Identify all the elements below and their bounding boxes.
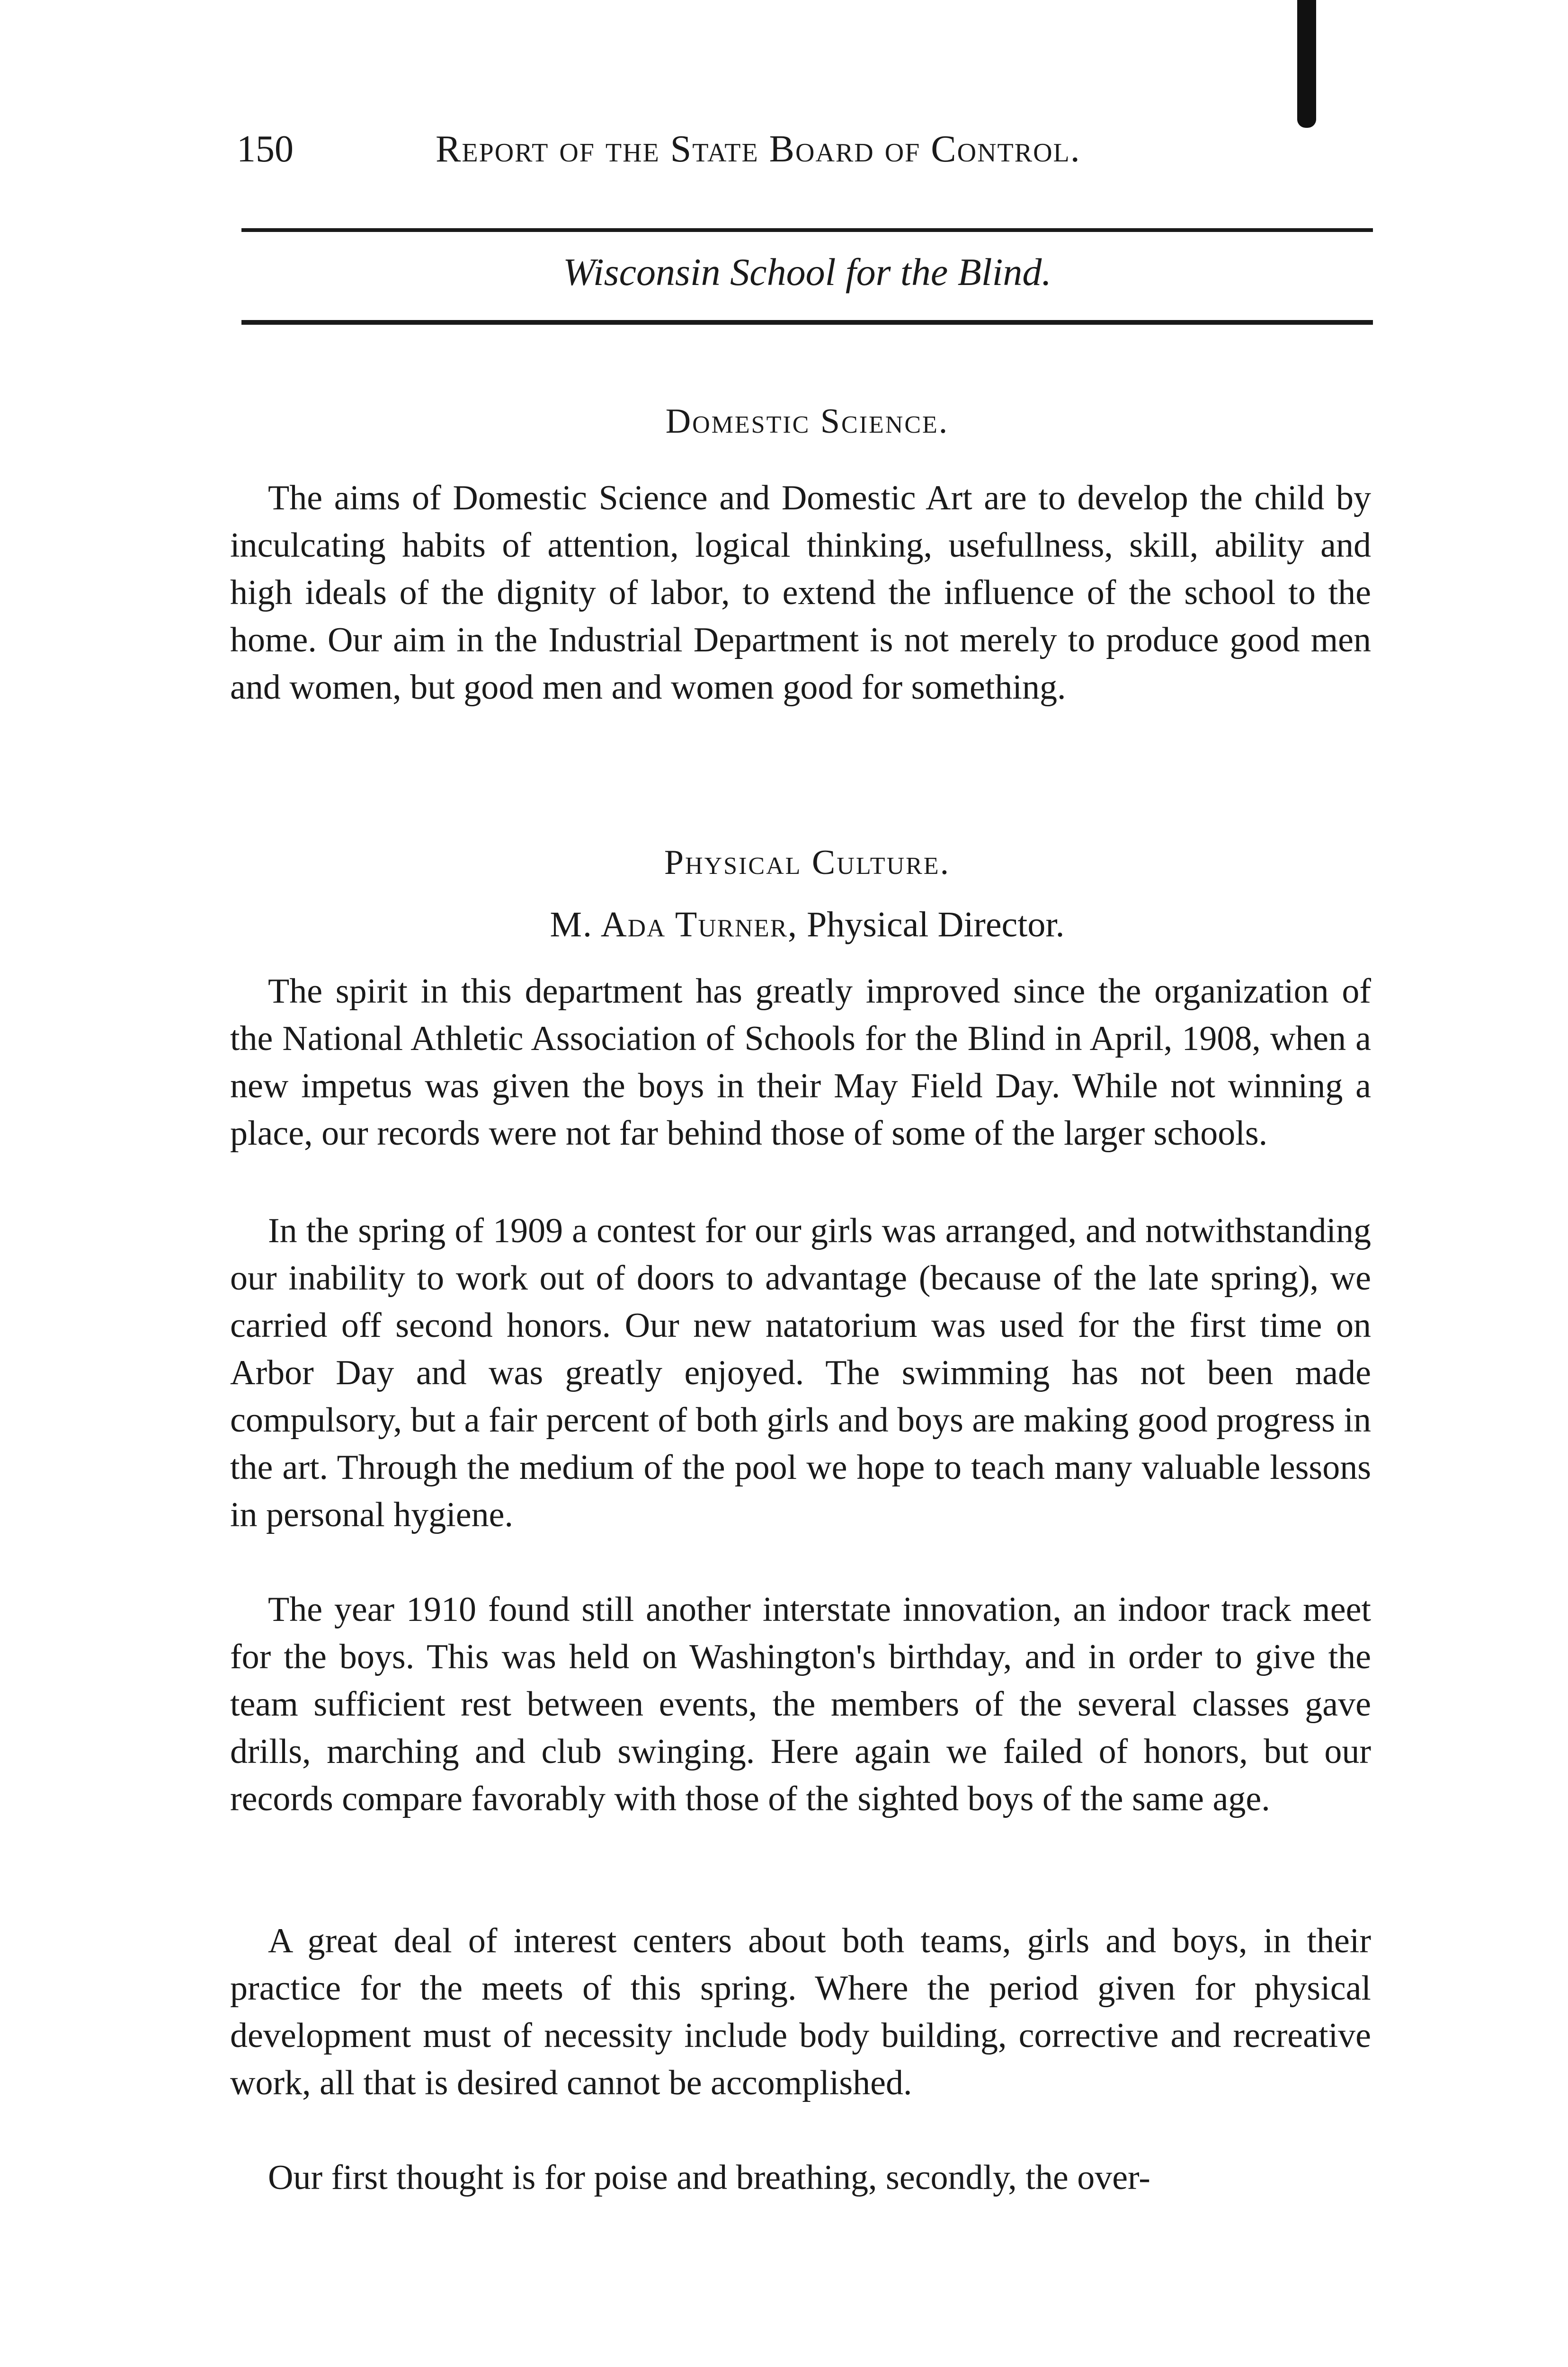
- paragraph-physical-5: Our first thought is for poise and breathing, secondly, the over-: [268, 2158, 1150, 2197]
- institution-banner: Wisconsin School for the Blind.: [563, 250, 1051, 294]
- section-title-physical-culture: Physical Culture.: [664, 843, 951, 882]
- paragraph-domestic-science: The aims of Domestic Science and Domestic Art are to develop the child by inculcating habits of attention, logical thinking, usefullness, skill, ability and high ideals of the dignity of labor, to extend the influence of the school to the home. Our aim in the Industrial Department is not merely to produce good men and women, but good men and women good for something.: [230, 479, 1371, 707]
- paragraph-physical-2: In the spring of 1909 a contest for our girls was arranged, and notwithstanding our inability to work out of doors to advantage (because of the late spring), we carried off second honors. Our new natatorium was used for the first time on Arbor Day and was greatly enjoyed. The swimming has not been made compulsory, but a fair percent of both girls and boys are making good progress in the art. Through the medium of the pool we hope to teach many valuable lessons in personal hygiene.: [230, 1211, 1371, 1534]
- section-title-domestic-science: Domestic Science.: [665, 402, 949, 441]
- paragraph-physical-1: The spirit in this department has greatly improved since the organization of the National Athletic Association of Schools for the Blind in April, 1908, when a new impetus was given the boys in their May Field Day. While not winning a place, our records were not far behind those of some of the larger schools.: [230, 972, 1371, 1153]
- page-edge-mark: [1297, 0, 1316, 128]
- paragraph-physical-4: A great deal of interest centers about both teams, girls and boys, in their practice for the meets of this spring. Where the period given for physical development must of necessity include body building, corrective and recreative work, all that is desired cannot be accomplished.: [230, 1922, 1371, 2102]
- banner-bottom-rule: [241, 320, 1373, 325]
- paragraph-physical-3: The year 1910 found still another interstate innovation, an indoor track meet for the boys. This was held on Washington's birthday, and in order to give the team sufficient rest between events, the members of the several classes gave drills, marching and club swinging. Here again we failed of honors, but our records compare favorably with those of the sighted boys of the same age.: [230, 1590, 1371, 1818]
- banner-top-rule: [241, 228, 1373, 232]
- byline-name: M. Ada Turner,: [550, 905, 798, 944]
- byline: [241, 904, 1373, 945]
- page-number: 150: [237, 128, 294, 170]
- byline-role: Physical Director.: [806, 905, 1065, 944]
- running-head: Report of the State Board of Control.: [436, 128, 1081, 170]
